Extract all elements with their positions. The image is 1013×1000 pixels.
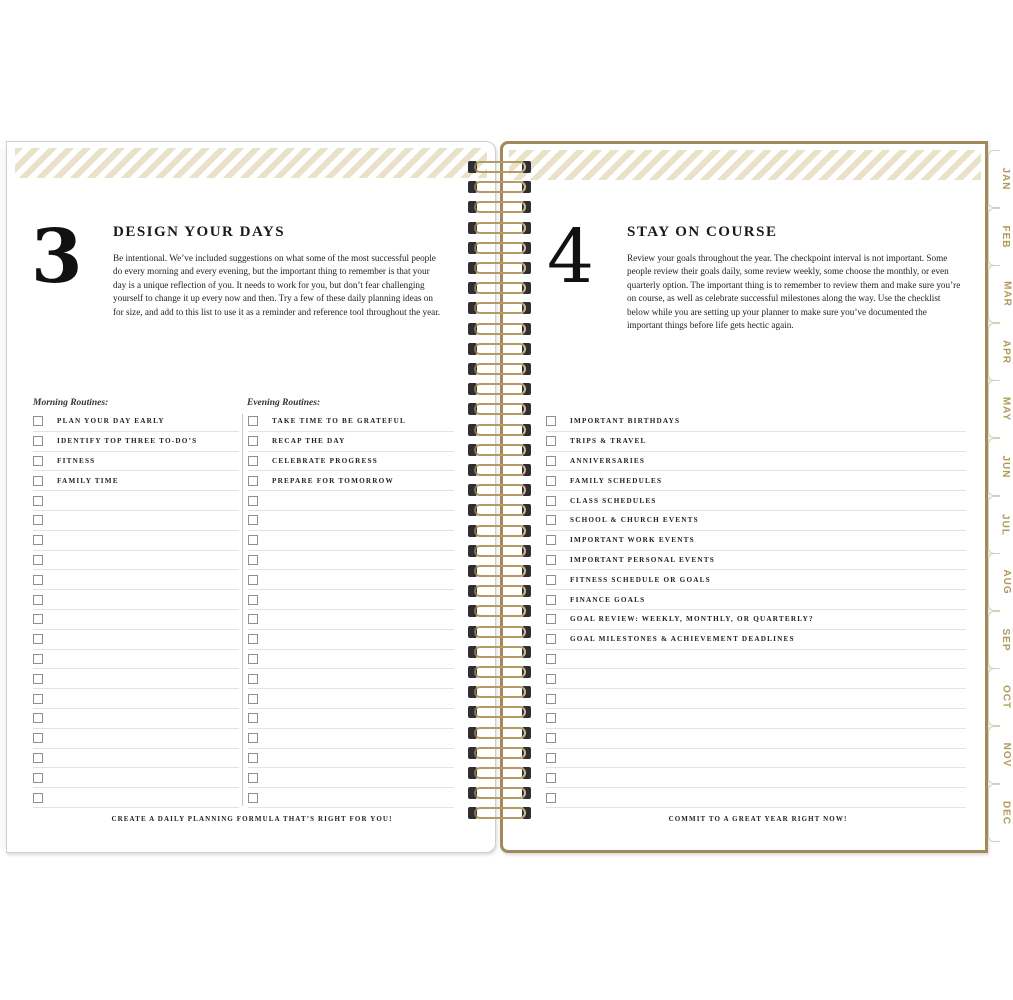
- checkbox[interactable]: [33, 555, 43, 565]
- checkbox[interactable]: [248, 515, 258, 525]
- checklist-row: [546, 729, 966, 749]
- month-tab-mar[interactable]: [988, 265, 1013, 323]
- checklist-row: [546, 471, 966, 491]
- checklist-row: [248, 610, 454, 630]
- checklist-row: [546, 511, 966, 531]
- checklist-row: [248, 590, 454, 610]
- checklist-item-label: FITNESS: [57, 456, 96, 465]
- checkbox[interactable]: [248, 773, 258, 783]
- checklist-row: [248, 491, 454, 511]
- checklist-row: [248, 511, 454, 531]
- checklist-row: [33, 531, 239, 551]
- checklist-row: [248, 788, 454, 808]
- column-divider: [242, 414, 243, 806]
- checkbox[interactable]: [33, 713, 43, 723]
- spiral-coil: [468, 342, 532, 356]
- checklist-row: [546, 491, 966, 511]
- spiral-coil: [468, 503, 532, 517]
- checklist-row: [546, 610, 966, 630]
- spiral-coil: [468, 786, 532, 800]
- month-tab-label: MAR: [1001, 281, 1013, 308]
- checklist-item-label: FINANCE GOALS: [570, 595, 646, 604]
- checklist-row: [33, 729, 239, 749]
- checklist-row: [546, 531, 966, 551]
- checkbox[interactable]: [546, 614, 556, 624]
- checklist-row: [33, 590, 239, 610]
- spiral-coil: [468, 180, 532, 194]
- checkbox[interactable]: [546, 555, 556, 565]
- checklist-row: [33, 412, 239, 432]
- checklist-row: [546, 788, 966, 808]
- checkbox[interactable]: [248, 634, 258, 644]
- checkbox[interactable]: [248, 614, 258, 624]
- month-tab-label: MAY: [1000, 397, 1012, 422]
- checklist-item-label: GOAL REVIEW: WEEKLY, MONTHLY, OR QUARTERLY?: [570, 615, 814, 624]
- checkbox[interactable]: [248, 713, 258, 723]
- checkbox[interactable]: [546, 674, 556, 684]
- checkbox[interactable]: [248, 793, 258, 803]
- checklist-row: [33, 650, 239, 670]
- spiral-coil: [468, 746, 532, 760]
- checklist-row: [248, 452, 454, 472]
- checklist-item-label: FAMILY TIME: [57, 476, 119, 485]
- checklist-item-label: GOAL MILESTONES & ACHIEVEMENT DEADLINES: [570, 635, 795, 644]
- month-tab-may[interactable]: [988, 380, 1012, 438]
- month-tab-oct[interactable]: [988, 668, 1012, 726]
- checklist-item-label: RECAP THE DAY: [272, 437, 346, 446]
- spiral-coil: [468, 160, 532, 174]
- morning-checklist: [33, 412, 239, 808]
- month-tab-jul[interactable]: [988, 496, 1011, 554]
- checkbox[interactable]: [33, 773, 43, 783]
- checklist-item-label: FAMILY SCHEDULES: [570, 476, 663, 485]
- month-tab-label: AUG: [1001, 569, 1013, 595]
- section-number: 3: [31, 214, 83, 300]
- checkbox[interactable]: [248, 733, 258, 743]
- checklist-item-label: ANNIVERSARIES: [570, 456, 646, 465]
- spiral-coil: [468, 443, 532, 457]
- checklist-row: [546, 768, 966, 788]
- spiral-coil: [468, 241, 532, 255]
- checklist-row: [248, 669, 454, 689]
- spiral-coil: [468, 726, 532, 740]
- checklist-item-label: CLASS SCHEDULES: [570, 496, 657, 505]
- checkbox[interactable]: [248, 654, 258, 664]
- checklist-row: [546, 650, 966, 670]
- spiral-coil: [468, 665, 532, 679]
- spiral-coil: [468, 645, 532, 659]
- spiral-coil: [468, 564, 532, 578]
- spiral-coil: [468, 261, 532, 275]
- checklist-row: [546, 749, 966, 769]
- checkbox[interactable]: [248, 595, 258, 605]
- checkbox[interactable]: [33, 456, 43, 466]
- spiral-coil: [468, 806, 532, 820]
- checkbox[interactable]: [33, 476, 43, 486]
- month-tab-label: JAN: [1000, 167, 1012, 191]
- spiral-coil: [468, 584, 532, 598]
- spiral-coil: [468, 423, 532, 437]
- checklist-row: [546, 630, 966, 650]
- evening-routines-heading: Evening Routines:: [247, 398, 321, 408]
- month-tab-label: APR: [1000, 339, 1012, 364]
- month-tab-label: OCT: [1000, 685, 1012, 710]
- spiral-coil: [468, 362, 532, 376]
- checklist-row: [33, 669, 239, 689]
- checkbox[interactable]: [33, 436, 43, 446]
- checklist-item-label: IMPORTANT WORK EVENTS: [570, 536, 695, 545]
- checkbox[interactable]: [248, 436, 258, 446]
- spiral-coil: [468, 705, 532, 719]
- checkbox[interactable]: [248, 674, 258, 684]
- checklist-row: [33, 749, 239, 769]
- month-tab-aug[interactable]: [988, 553, 1013, 611]
- checkbox[interactable]: [546, 496, 556, 506]
- checklist-row: [546, 432, 966, 452]
- checklist-row: [248, 768, 454, 788]
- checkbox[interactable]: [546, 476, 556, 486]
- evening-checklist: [248, 412, 454, 808]
- checklist-row: [546, 689, 966, 709]
- checkbox[interactable]: [248, 694, 258, 704]
- spiral-coil: [468, 281, 532, 295]
- checklist-row: [248, 689, 454, 709]
- page-footer: COMMIT TO A GREAT YEAR RIGHT NOW!: [668, 815, 848, 823]
- checklist-row: [546, 709, 966, 729]
- spiral-coil: [468, 221, 532, 235]
- checkbox[interactable]: [33, 614, 43, 624]
- checkbox[interactable]: [546, 793, 556, 803]
- checklist-row: [33, 610, 239, 630]
- page-footer: CREATE A DAILY PLANNING FORMULA THAT’S RIGHT FOR YOU!: [111, 815, 393, 823]
- checkbox[interactable]: [33, 595, 43, 605]
- checkbox[interactable]: [248, 456, 258, 466]
- checkbox[interactable]: [248, 476, 258, 486]
- checkbox[interactable]: [546, 575, 556, 585]
- right-page: [500, 141, 988, 853]
- checkbox[interactable]: [546, 773, 556, 783]
- month-tab-label: DEC: [1000, 800, 1012, 825]
- month-tab-jan[interactable]: [988, 150, 1012, 208]
- checklist-item-label: IMPORTANT BIRTHDAYS: [570, 417, 681, 426]
- checklist-row: [546, 570, 966, 590]
- page-header-stripes: [15, 148, 487, 178]
- checklist-row: [248, 650, 454, 670]
- section-title: STAY ON COURSE: [627, 224, 778, 240]
- checklist-row: [33, 432, 239, 452]
- checkbox[interactable]: [248, 496, 258, 506]
- checkbox[interactable]: [33, 416, 43, 426]
- section-intro: Be intentional. We’ve included suggestions on what some of the most successful people do every morning and every evening, but the important thing to remember is that your day is a unique reflection of you. It needs to work for you, but don’t fear challenging yourself to change it up every now and then. Try a few of these daily planning ideas on for size, and add to this list to use it as a reminder and reference tool throughout the year.: [113, 253, 441, 317]
- section-intro: Review your goals throughout the year. The checkpoint interval is not important. Some people review their goals daily, some review weekly, some choose the monthly, or even quarterly option. The important thing is to remember to review them and make sure you’re on course, as well as celebrate successful milestones along the way. Use the checklist below while you are setting up your planner to make sure you’ve documented the important things before life gets hectic again.: [627, 253, 961, 331]
- checkbox[interactable]: [546, 416, 556, 426]
- checklist-row: [248, 570, 454, 590]
- checklist-row: [33, 570, 239, 590]
- month-tab-dec[interactable]: [988, 784, 1012, 842]
- spiral-binding: [468, 160, 532, 840]
- checkbox[interactable]: [546, 436, 556, 446]
- checkbox[interactable]: [33, 694, 43, 704]
- checkbox[interactable]: [546, 753, 556, 763]
- checkbox[interactable]: [33, 515, 43, 525]
- checklist-row: [33, 788, 239, 808]
- checklist-row: [546, 412, 966, 432]
- spiral-coil: [468, 625, 532, 639]
- spiral-coil: [468, 322, 532, 336]
- spiral-coil: [468, 544, 532, 558]
- spiral-coil: [468, 382, 532, 396]
- checkbox[interactable]: [33, 654, 43, 664]
- spiral-coil: [468, 200, 532, 214]
- checklist-row: [248, 432, 454, 452]
- checkbox[interactable]: [248, 555, 258, 565]
- checkbox[interactable]: [248, 575, 258, 585]
- checkbox[interactable]: [33, 793, 43, 803]
- checklist-item-label: CELEBRATE PROGRESS: [272, 456, 378, 465]
- month-tab-nov[interactable]: [988, 726, 1012, 784]
- page-header-stripes: [509, 150, 981, 180]
- checkbox[interactable]: [248, 416, 258, 426]
- month-tab-label: JUL: [999, 513, 1011, 536]
- checkbox[interactable]: [546, 456, 556, 466]
- checkbox[interactable]: [546, 595, 556, 605]
- checklist-row: [248, 551, 454, 571]
- checklist-row: [33, 491, 239, 511]
- checklist-row: [248, 709, 454, 729]
- checkbox[interactable]: [546, 713, 556, 723]
- checkbox[interactable]: [546, 654, 556, 664]
- checklist-item-label: IDENTIFY TOP THREE TO-DO’S: [57, 437, 198, 446]
- checklist-item-label: PLAN YOUR DAY EARLY: [57, 417, 165, 426]
- stay-on-course-checklist: [546, 412, 966, 808]
- checklist-row: [33, 551, 239, 571]
- checkbox[interactable]: [248, 535, 258, 545]
- checklist-row: [33, 709, 239, 729]
- checklist-item-label: FITNESS SCHEDULE OR GOALS: [570, 575, 711, 584]
- checkbox[interactable]: [546, 694, 556, 704]
- checklist-row: [33, 452, 239, 472]
- checkbox[interactable]: [33, 733, 43, 743]
- checklist-row: [33, 511, 239, 531]
- checkbox[interactable]: [546, 535, 556, 545]
- spiral-coil: [468, 463, 532, 477]
- checklist-row: [248, 630, 454, 650]
- month-tab-label: NOV: [1000, 742, 1012, 768]
- checkbox[interactable]: [248, 753, 258, 763]
- checklist-row: [248, 412, 454, 432]
- checklist-item-label: SCHOOL & CHURCH EVENTS: [570, 516, 699, 525]
- month-tab-label: JUN: [1000, 455, 1012, 479]
- section-title: DESIGN YOUR DAYS: [113, 224, 286, 240]
- month-tabs: [988, 150, 1013, 850]
- checklist-row: [546, 452, 966, 472]
- checklist-item-label: PREPARE FOR TOMORROW: [272, 476, 394, 485]
- checkbox[interactable]: [33, 535, 43, 545]
- checklist-item-label: TRIPS & TRAVEL: [570, 437, 647, 446]
- spiral-coil: [468, 766, 532, 780]
- checklist-item-label: IMPORTANT PERSONAL EVENTS: [570, 555, 715, 564]
- checkbox[interactable]: [33, 575, 43, 585]
- month-tab-jun[interactable]: [988, 438, 1012, 496]
- checklist-row: [248, 531, 454, 551]
- checklist-row: [33, 768, 239, 788]
- checklist-row: [546, 669, 966, 689]
- section-number: 4: [547, 214, 595, 300]
- checklist-row: [248, 749, 454, 769]
- month-tab-label: FEB: [1000, 225, 1011, 249]
- spiral-coil: [468, 483, 532, 497]
- morning-routines-heading: Morning Routines:: [33, 398, 109, 408]
- checkbox[interactable]: [33, 674, 43, 684]
- checklist-row: [33, 471, 239, 491]
- checkbox[interactable]: [546, 634, 556, 644]
- checklist-row: [248, 471, 454, 491]
- checklist-item-label: TAKE TIME TO BE GRATEFUL: [272, 417, 406, 426]
- spiral-coil: [468, 685, 532, 699]
- month-tab-feb[interactable]: [988, 208, 1011, 266]
- checkbox[interactable]: [33, 496, 43, 506]
- checklist-row: [33, 630, 239, 650]
- checkbox[interactable]: [33, 634, 43, 644]
- checklist-row: [33, 689, 239, 709]
- checklist-row: [248, 729, 454, 749]
- month-tab-label: SEP: [1000, 628, 1012, 652]
- checkbox[interactable]: [33, 753, 43, 763]
- spiral-coil: [468, 402, 532, 416]
- month-tab-apr[interactable]: [988, 323, 1012, 381]
- checkbox[interactable]: [546, 733, 556, 743]
- month-tab-sep[interactable]: [988, 611, 1012, 669]
- spiral-coil: [468, 604, 532, 618]
- checklist-row: [546, 590, 966, 610]
- checkbox[interactable]: [546, 515, 556, 525]
- checklist-row: [546, 551, 966, 571]
- spiral-coil: [468, 524, 532, 538]
- left-page: [6, 141, 496, 853]
- spiral-coil: [468, 301, 532, 315]
